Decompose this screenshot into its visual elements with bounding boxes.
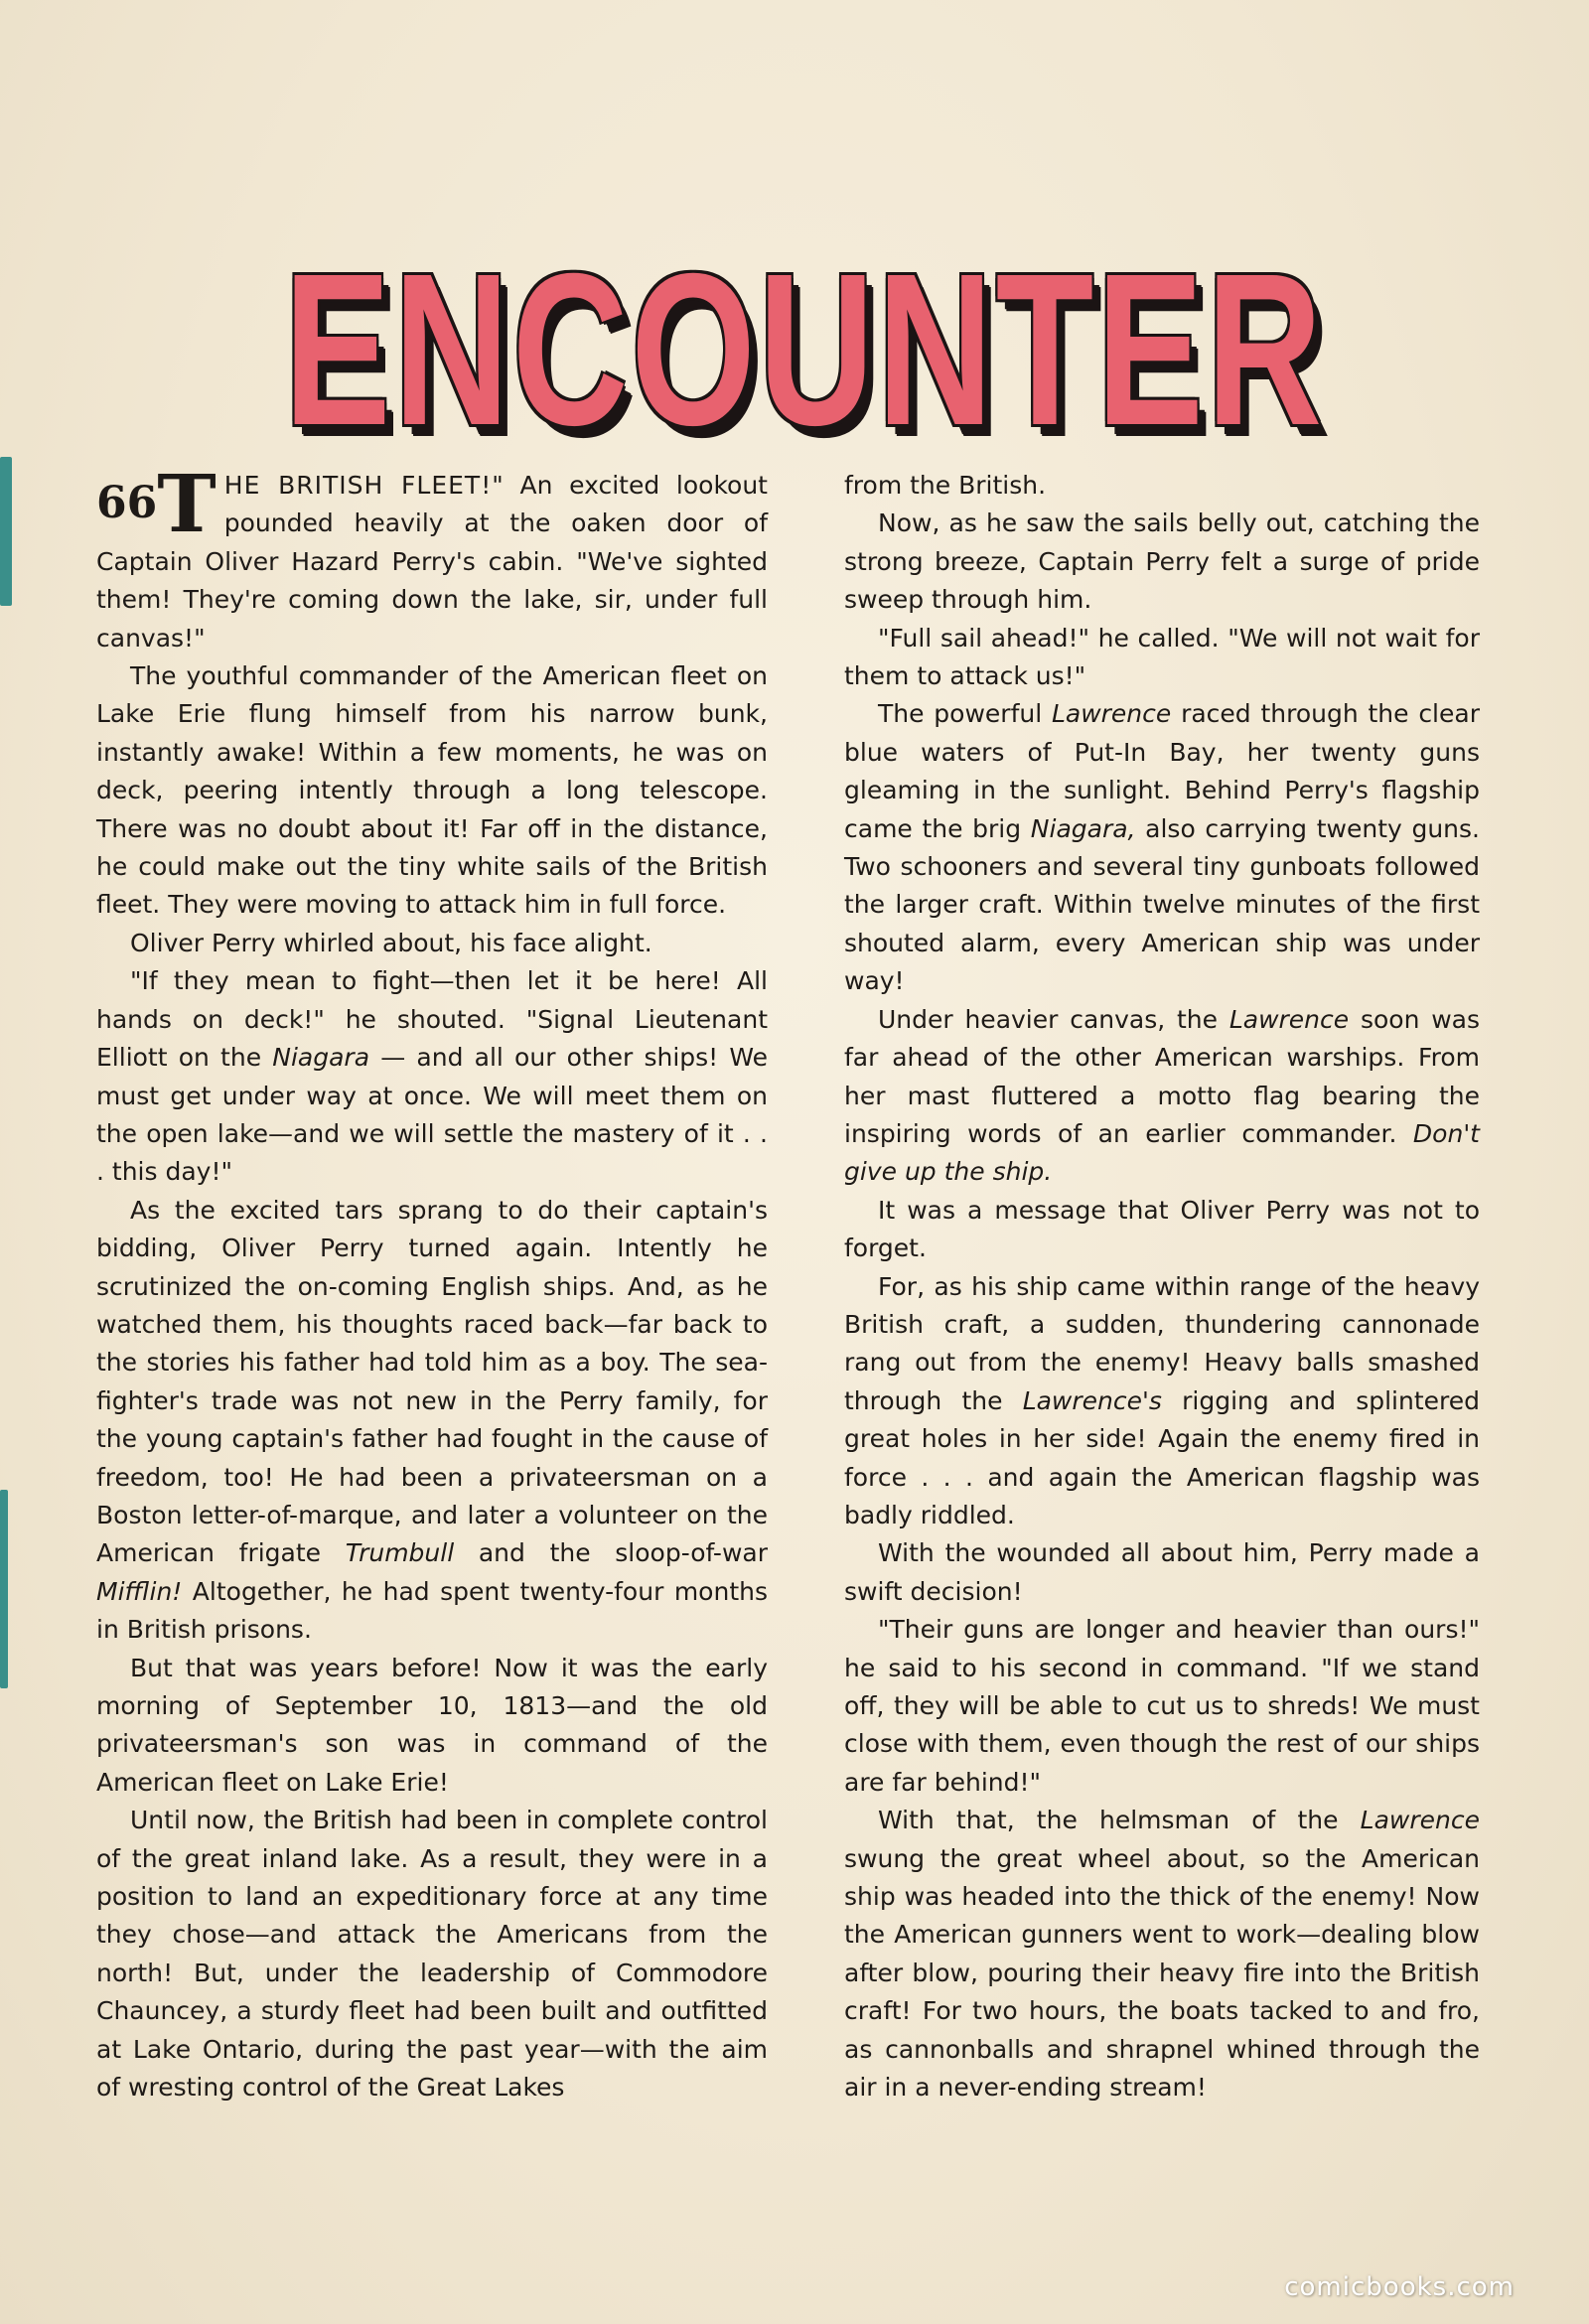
paragraph-10-c: also carrying twenty guns. Two schooners and several tiny gunboats followed the larger craft. Within twelve minutes of the first shouted alarm, every American ship was under way! [844, 813, 1480, 996]
paragraph-13-b: rigging and splintered great holes in her side! Again the enemy fired in force . . . and again the American flagship was badly riddled. [844, 1385, 1480, 1529]
paragraph-continued: from the British. [844, 471, 1047, 500]
ship-name-trumbull: Trumbull [345, 1538, 455, 1568]
ship-name-lawrence-2: Lawrence [1228, 1004, 1350, 1034]
left-text-column [96, 457, 769, 2106]
opening-words: HE BRITISH FLEET! [223, 471, 493, 500]
paragraph-12: It was a message that Oliver Perry was not to forget. [844, 1195, 1480, 1263]
paragraph-5 [96, 1192, 768, 1650]
drop-cap-quote: 66 [96, 478, 158, 528]
paragraph-10-b: raced through the clear blue waters of Put-In Bay, her twenty guns gleaming in the sunlight. Behind Perry's flagship came the brig [844, 699, 1480, 843]
paragraph-11 [844, 1001, 1480, 1192]
ship-name-lawrence: Lawrence [1051, 699, 1172, 729]
paragraph-16-b: swung the great wheel about, so the American ship was headed into the thick of the enemy! Now the American gunners went to work—dealing blow after blow, pouring their heavy fire into the British craft! For two hours, the boats tacked to and fro, as cannonballs and shrapnel whined through the air in a never-ending stream! [844, 1843, 1480, 2103]
paragraph-7: Until now, the British had been in complete control of the great inland lake. As a result, they were in a position to land an expeditionary force at any time they chose—and attack the Americans from the north! But, under the leadership of Commodore Chauncey, a sturdy fleet had been built and outfitted at Lake Ontario, during the past year—with the aim of wresting control of the Great Lakes [96, 1806, 768, 2103]
paragraph-4 [96, 962, 768, 1191]
ship-name-niagara-2: Niagara, [1030, 813, 1136, 843]
paragraph-13-a: For, as his ship came within range of the heavy British craft, a sudden, thundering cannonade rang out from the enemy! Heavy balls smashed through the [844, 1271, 1480, 1415]
drop-cap [96, 457, 217, 550]
paragraph-3: Oliver Perry whirled about, his face alight. [130, 928, 652, 957]
story-title: ENCOUNTER [283, 228, 1326, 471]
paragraph-5-c: Altogether, he had spent twenty-four months in British prisons. [96, 1576, 768, 1645]
ship-name-lawrence-3: Lawrence [1360, 1806, 1480, 1835]
right-text-column [844, 467, 1480, 2106]
site-watermark: comicbooks.com [1284, 2272, 1515, 2302]
paragraph-1-rest: " An excited lookout pounded heavily at the oaken door of Captain Oliver Hazard Perry's cabin. "We've sighted them! They're coming down the lake, sir, under full canvas!" [96, 471, 768, 653]
paragraph-10-a: The powerful [878, 699, 1052, 729]
paragraph-8: Now, as he saw the sails belly out, catching the strong breeze, Captain Perry felt a surge of pride sweep through him. [844, 508, 1480, 615]
paragraph-5-b: and the sloop-of-war [454, 1538, 768, 1568]
motto-text: Don't give up the ship. [844, 1118, 1480, 1187]
paragraph-15: "Their guns are longer and heavier than ours!" he said to his second in command. "If we stand off, they will be able to cut us to shreds! We must close with them, even though the rest of our ships are far behind!" [844, 1615, 1480, 1797]
paragraph-2: The youthful commander of the American fleet on Lake Erie flung himself from his narrow bunk, instantly awake! Within a few moments, he was on deck, peering intently through a long telescope. There was no doubt about it! Far off in the distance, he could make out the tiny white sails of the British fleet. They were moving to attack him in full force. [96, 661, 768, 920]
paragraph-4-a: "If they mean to fight—then let it be here! All hands on deck!" he shouted. "Signal Lieutenant Elliott on the [96, 966, 768, 1073]
paragraph-11-a: Under heavier canvas, the [878, 1004, 1229, 1034]
drop-cap-letter: T [157, 457, 217, 550]
paragraph-9: "Full sail ahead!" he called. "We will not wait for them to attack us!" [844, 623, 1480, 691]
ship-name-niagara: Niagara [272, 1043, 370, 1073]
paragraph-11-b: soon was far ahead of the other American warships. From her mast fluttered a motto flag bearing the inspiring words of an earlier commander. [844, 1004, 1480, 1148]
left-edge-marking-lower [0, 1490, 8, 1688]
paragraph-1 [96, 457, 768, 657]
paragraph-14: With the wounded all about him, Perry made a swift decision! [844, 1538, 1480, 1606]
ship-name-mifflin: Mifflin! [96, 1576, 183, 1606]
paragraph-16-a: With that, the helmsman of the [878, 1806, 1361, 1835]
paragraph-16 [844, 1802, 1480, 2106]
paragraph-4-b: — and all our other ships! We must get under way at once. We will meet them on the open lake—and we will settle the mastery of it . . . this day!" [96, 1043, 769, 1187]
paragraph-6: But that was years before! Now it was the early morning of September 10, 1813—and the old privateersman's son was in command of the American fleet on Lake Erie! [96, 1653, 768, 1797]
paragraph-10 [844, 695, 1480, 1000]
paragraph-5-a: As the excited tars sprang to do their captain's bidding, Oliver Perry turned again. Intently he scrutinized the on-coming English ships. And, as he watched them, his thoughts raced back—far back to the stories his father had told him as a boy. The sea-fighter's trade was not new in the Perry family, for the young captain's father had fought in the cause of freedom, too! He had been a privateersman on a Boston letter-of-marque, and later a volunteer on the American frigate [96, 1195, 768, 1568]
ship-name-lawrences: Lawrence's [1022, 1385, 1162, 1415]
paragraph-13 [844, 1268, 1480, 1535]
left-edge-marking [0, 457, 12, 606]
